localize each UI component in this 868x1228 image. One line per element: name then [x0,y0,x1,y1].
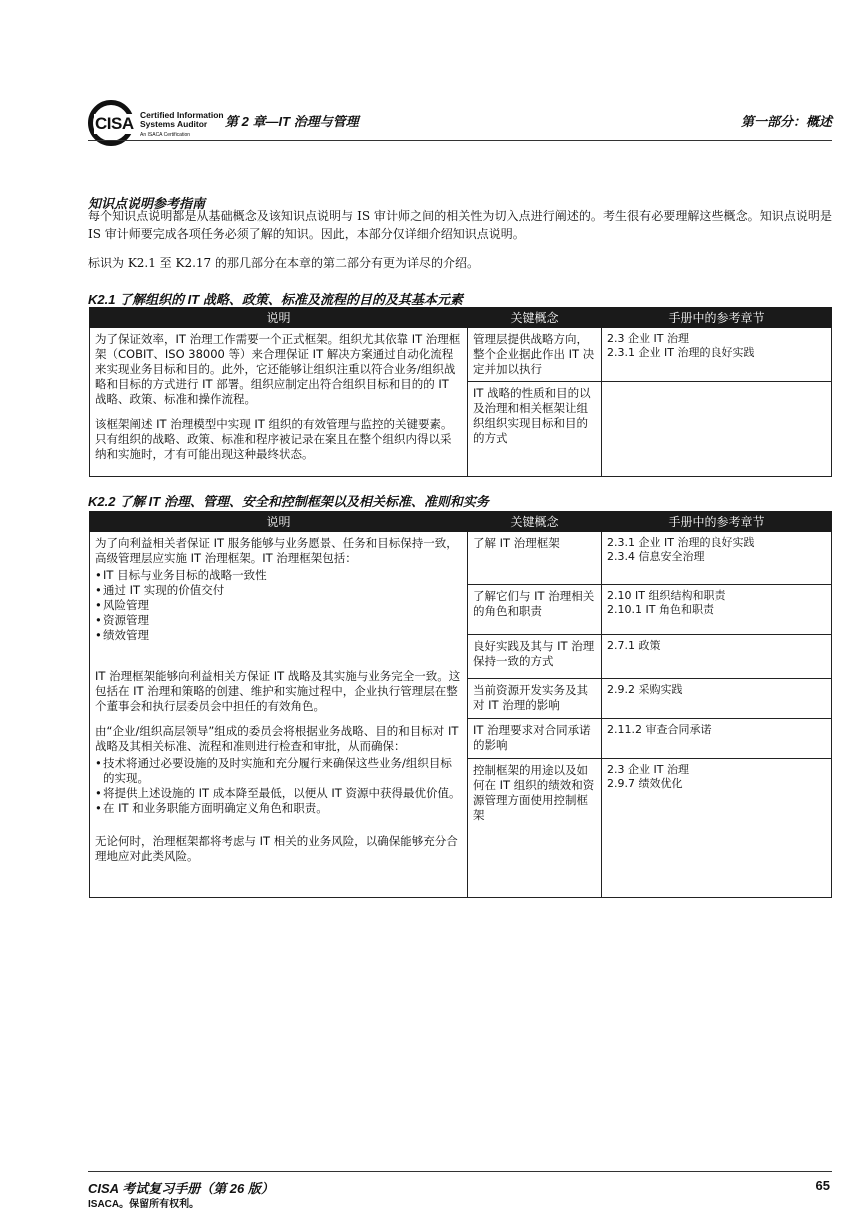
assurance-list [95,756,462,816]
reference-cell: 2.10 IT 组织结构和职责 2.10.1 IT 角色和职责 [602,585,832,635]
description-text: 为了保证效率，IT 治理工作需要一个正式框架。组织尤其依靠 IT 治理框架（COBIT、ISO 38000 等）来合理保证 IT 解决方案通过自动化流程来实现业务目标和目的。此外，它还能够让组织注重以符合业务/组织战略和目标的方式进行 IT 部署。组织应制定出符合组织目标和目的的 IT 战略、政策、标准和操作流程。 [95,332,461,406]
col-header-description: 说明 [90,308,468,328]
description-cell [90,328,468,477]
intro-note: 标识为 K2.1 至 K2.17 的那几部分在本章的第二部分有更为详尽的介绍。 [88,256,479,270]
framework-list [95,568,462,643]
page-header [88,100,832,142]
description-text: 由“企业/组织高层领导”组成的委员会将根据业务战略、目的和目标对 IT 战略及其相关标准、流程和准则进行检查和审批，从而确保： [95,724,459,753]
header-divider [88,140,832,141]
table-row [90,532,832,585]
col-header-key-concept: 关键概念 [468,512,602,532]
description-text: 无论何时，治理框架都将考虑与 IT 相关的业务风险，以确保能够充分合理地应对此类风险。 [95,834,458,863]
reference-cell: 2.3 企业 IT 治理 2.3.1 企业 IT 治理的良好实践 [602,328,832,382]
list-item: • IT 目标与业务目标的战略一致性 [95,568,462,583]
table-header-row [90,308,832,328]
description-text: 为了向利益相关者保证 IT 服务能够与业务愿景、任务和目标保持一致，高级管理层应实施 IT 治理框架。IT 治理框架包括： [95,536,458,565]
concept-cell: 控制框架的用途以及如何在 IT 组织的绩效和资源管理方面使用控制框架 [468,759,602,898]
reference-cell: 2.7.1 政策 [602,635,832,679]
k21-table [89,307,832,477]
description-text: IT 治理框架能够向利益相关方保证 IT 战略及其实施与业务完全一致。这包括在 IT 治理和策略的创建、维护和实施过程中，企业执行管理层在整个董事会和执行层委员会中担任的有效角色。 [95,669,461,713]
col-header-reference: 手册中的参考章节 [602,512,832,532]
footer-book-title: CISA 考试复习手册（第 26 版） [88,1181,274,1196]
intro-paragraph: 每个知识点说明都是从基础概念及该知识点说明与 IS 审计师之间的相关性为切入点进行阐述的。考生很有必要理解这些概念。知识点说明是 IS 审计师要完成各项任务必须了解的知识。因此，本部分仅详细介绍知识点说明。 [88,209,832,241]
col-header-description: 说明 [90,512,468,532]
k22-title: K2.2 了解 IT 治理、管理、安全和控制框架以及相关标准、准则和实务 [88,494,489,509]
section-title: 知识点说明参考指南 [88,197,206,212]
description-cell [90,532,468,898]
list-item: • 将提供上述设施的 IT 成本降至最低，以便从 IT 资源中获得最优价值。 [95,786,462,801]
reference-cell: 2.11.2 审查合同承诺 [602,719,832,759]
concept-cell: 了解 IT 治理框架 [468,532,602,585]
concept-cell: IT 治理要求对合同承诺的影响 [468,719,602,759]
concept-cell: 管理层提供战略方向，整个企业据此作出 IT 决定并加以执行 [468,328,602,382]
list-item: • 资源管理 [95,613,462,628]
concept-cell: IT 战略的性质和目的以及治理和相关框架让组织组织实现目标和目的的方式 [468,382,602,477]
list-item: • 在 IT 和业务职能方面明确定义角色和职责。 [95,801,462,816]
col-header-key-concept: 关键概念 [468,308,602,328]
concept-cell: 当前资源开发实务及其对 IT 治理的影响 [468,679,602,719]
reference-cell: 2.9.2 采购实践 [602,679,832,719]
list-item: • 通过 IT 实现的价值交付 [95,583,462,598]
logo-subtitle: Certified Information Systems Auditor An ISACA Certification [140,110,224,138]
reference-cell: 2.3 企业 IT 治理 2.9.7 绩效优化 [602,759,832,898]
k21-title: K2.1 了解组织的 IT 战略、政策、标准及流程的目的及其基本元素 [88,292,463,307]
logo-text: CISA [95,114,134,133]
part-title: 第一部分：概述 [740,114,832,129]
list-item: • 绩效管理 [95,628,462,643]
footer-rights: ISACA。保留所有权利。 [88,1199,200,1210]
list-item: • 技术将通过必要设施的及时实施和充分履行来确保这些业务/组织目标的实现。 [95,756,462,786]
table-header-row [90,512,832,532]
footer-divider [88,1171,832,1172]
k22-table [89,511,832,898]
concept-cell: 良好实践及其与 IT 治理保持一致的方式 [468,635,602,679]
col-header-reference: 手册中的参考章节 [602,308,832,328]
reference-cell: 2.3.1 企业 IT 治理的良好实践 2.3.4 信息安全治理 [602,532,832,585]
description-text: 该框架阐述 IT 治理模型中实现 IT 组织的有效管理与监控的关键要素。只有组织的战略、政策、标准和程序被记录在案且在整个组织内得以采纳和实施时，才有可能出现这种最终状态。 [95,417,453,461]
page-number: 65 [815,1178,830,1193]
chapter-title: 第 2 章—IT 治理与管理 [225,114,359,129]
concept-cell: 了解它们与 IT 治理相关的角色和职责 [468,585,602,635]
table-row [90,328,832,382]
reference-cell [602,382,832,477]
list-item: • 风险管理 [95,598,462,613]
